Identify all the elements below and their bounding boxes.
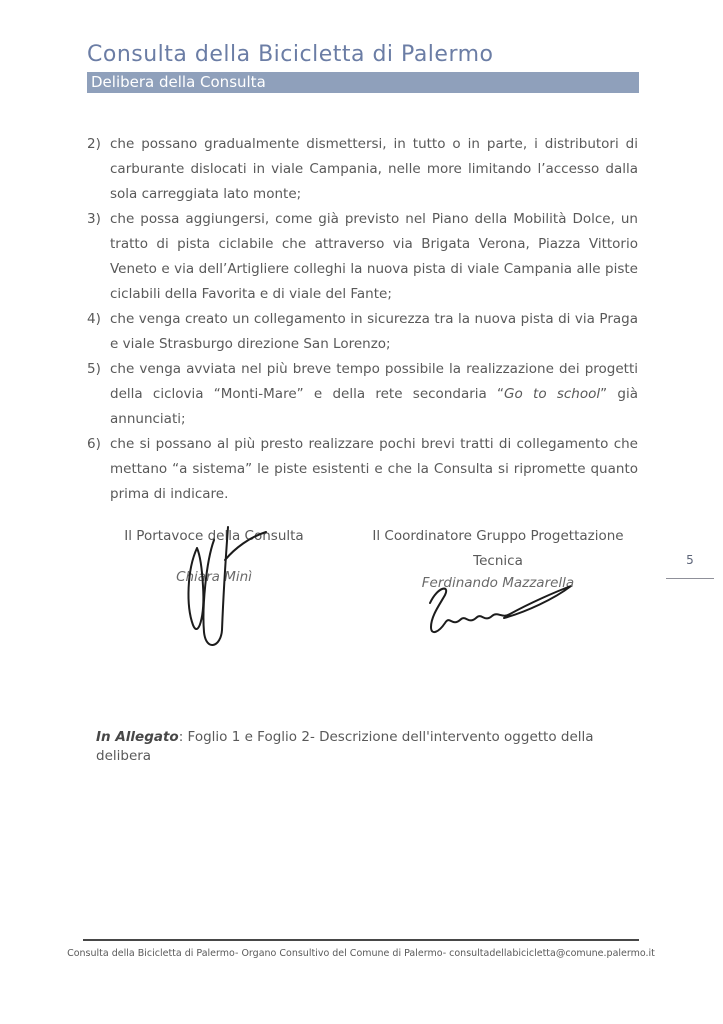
list-item-number: 4) (87, 311, 101, 327)
list-item-text (110, 357, 638, 432)
list-item-text: che venga creato un collegamento in sicurezza tra la nuova pista di via Praga e viale Strasburgo direzione San Lorenzo; (110, 311, 638, 352)
signature-role-right (370, 524, 626, 574)
list-item (87, 307, 638, 357)
footer-divider (83, 939, 639, 941)
list-item (87, 132, 638, 207)
list-item-text: che si possano al più presto realizzare pochi brevi tratti di collegamento che mettano “a sistema” le piste esistenti e che la Consulta si ripromette quanto prima di indicare. (110, 436, 638, 502)
list-item-number: 5) (87, 361, 101, 377)
signature-role-right-line1: Il Coordinatore Gruppo Progettazione (372, 528, 624, 544)
attachment-note (96, 728, 608, 766)
list-item-text-pre: che venga avviata nel più breve tempo possibile la realizzazione dei progetti della ciclovia “Monti-Mare” e della rete secondaria “ (110, 361, 638, 402)
list-item-number: 6) (87, 436, 101, 452)
attachment-note-label: In Allegato (96, 729, 179, 745)
list-item-text-italic: Go to school (504, 386, 601, 402)
list-item (87, 357, 638, 432)
signature-name-ferdinando-mazzarella: Ferdinando Mazzarella (421, 575, 575, 591)
list-item-text: che possano gradualmente dismettersi, in tutto o in parte, i distributori di carburante dislocati in viale Campania, nelle more limitando l’accesso dalla sola carreggiata lato monte; (110, 136, 638, 202)
list-item-text: che possa aggiungersi, come già previsto nel Piano della Mobilità Dolce, un tratto di pista ciclabile che attraverso via Brigata Verona, Piazza Vittorio Veneto e via dell’Artigliere colleghi la nuova pista di viale Campania alle piste ciclabili della Favorita e di viale del Fante; (110, 211, 638, 302)
list-item (87, 432, 638, 507)
attachment-note-text: : Foglio 1 e Foglio 2- Descrizione dell'intervento oggetto della delibera (96, 729, 594, 764)
signature-role-right-line2: Tecnica (473, 553, 523, 569)
list-item-text-post: ” già annunciati; (110, 386, 638, 427)
page-title: Consulta della Bicicletta di Palermo (87, 42, 494, 67)
page-number: 5 (666, 553, 714, 579)
footer-text: Consulta della Bicicletta di Palermo- Organo Consultivo del Comune di Palermo- consultadellabicicletta@comune.palermo.it (67, 948, 655, 959)
handwritten-signature-chiara-mini (162, 524, 272, 659)
signature-name-chiara-mini: Chiara Minì (176, 569, 252, 585)
section-banner (87, 72, 639, 93)
numbered-list (87, 132, 638, 507)
list-item-number: 2) (87, 136, 101, 152)
signature-role-left: Il Portavoce della Consulta (124, 528, 304, 544)
list-item-number: 3) (87, 211, 101, 227)
list-item (87, 207, 638, 307)
section-banner-label: Delibera della Consulta (91, 73, 266, 91)
handwritten-signature-ferdinando-mazzarella (420, 583, 575, 635)
